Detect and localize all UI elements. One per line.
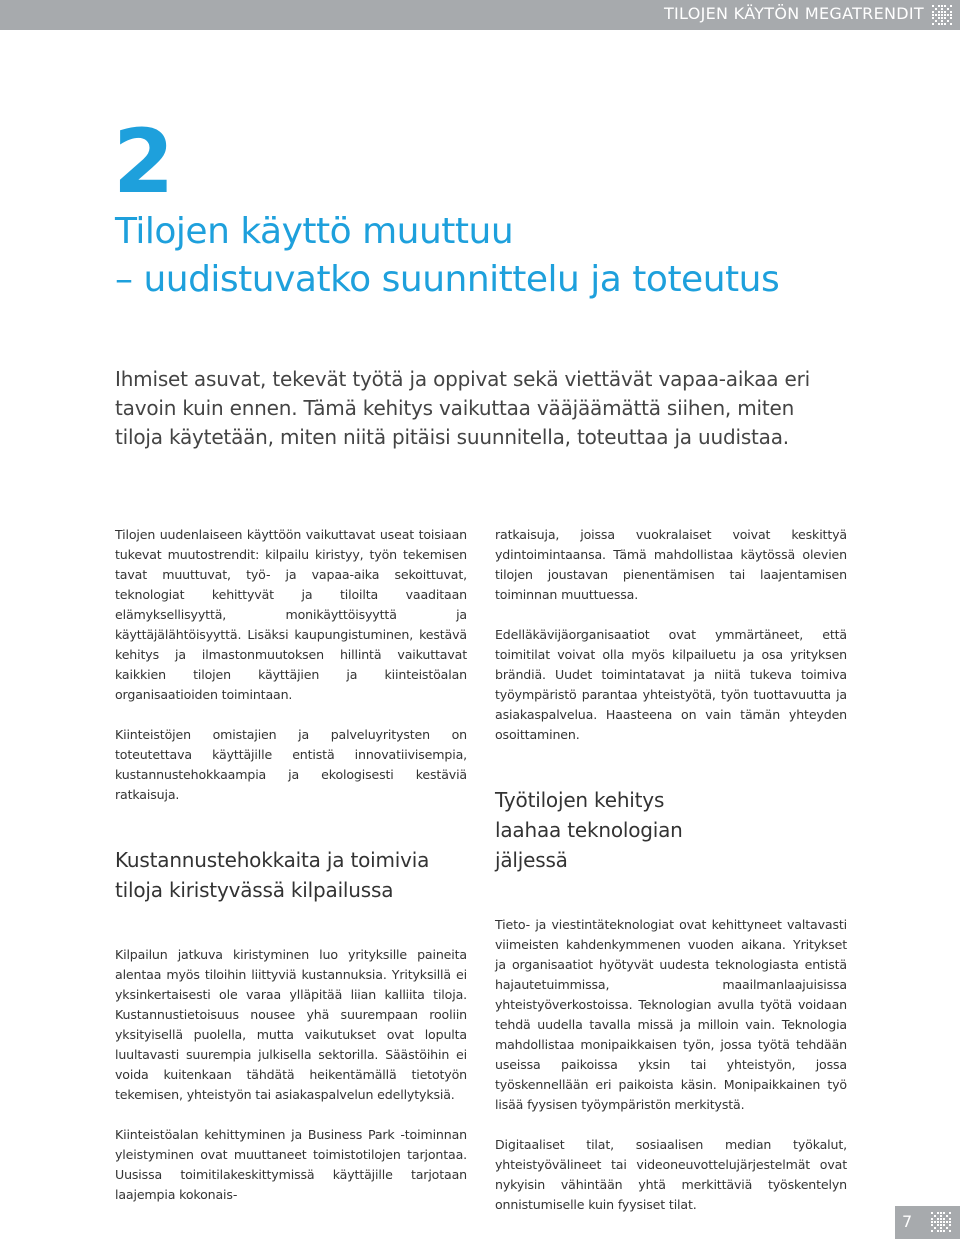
- dot-grid-dot: [949, 1221, 951, 1223]
- chapter-title-line2: – uudistuvatko suunnittelu ja toteutus: [115, 259, 780, 300]
- dot-grid-dot: [950, 14, 952, 16]
- dot-grid-dot: [944, 5, 946, 7]
- dot-grid-dot: [931, 1230, 933, 1232]
- chapter-title-line1: Tilojen käyttö muuttuu: [115, 211, 514, 252]
- dot-grid-dot: [932, 17, 934, 19]
- dot-grid-dot: [940, 1224, 942, 1226]
- dot-grid-dot: [947, 14, 949, 16]
- dot-grid-dot: [944, 11, 946, 13]
- dot-grid-dot: [941, 14, 943, 16]
- dot-grid-icon: [931, 1212, 953, 1232]
- dot-grid-dot: [943, 1218, 945, 1220]
- dot-grid-dot: [931, 1221, 933, 1223]
- dot-grid-dot: [944, 14, 946, 16]
- dot-grid-dot: [931, 1224, 933, 1226]
- body-paragraph: Tieto- ja viestintäteknologiat ovat kehittyneet valtavasti viimeisten kahdenkymmenen vuoden aikana. Yritykset ja organisaatiot hyötyvät uudesta teknologiasta entistä hajautetuimmissa, maailmanlaajuisissa yhteistyöverkostoissa. Teknologian avulla työtä voidaan tehdä uudella tavalla missä ja milloin vain. Teknologia mahdollistaa monipaikkaisen työn, jossa työtä tehdään useissa paikoissa yksin tai yhteistyön, jossa työskennellään eri paikoista käsin. Monipaikkainen työ lisää fyysisen työympäristön merkitystä.: [495, 917, 847, 1112]
- dot-grid-dot: [934, 1215, 936, 1217]
- running-title: TILOJEN KÄYTÖN MEGATRENDIT: [663, 4, 924, 23]
- dot-grid-dot: [934, 1227, 936, 1229]
- dot-grid-dot: [935, 14, 937, 16]
- dot-grid-dot: [932, 14, 934, 16]
- body-paragraph: Tilojen uudenlaiseen käyttöön vaikuttavat useat toisiaan tukevat muutostrendit: kilpailu kiristyy, työn tekemisen tavat muuttuvat, työ- ja vapaa-aika sekoittuvat, teknologiat kehittyvät ja tiloilta vaaditaan elämyksellisyyttä, monikäyttöisyyttä ja käyttäjälähtöisyyttä. Lisäksi kaupungistuminen, kestävä kehitys ja ilmastonmuutoksen hillintä vaikuttavat kaikkien tilojen käyttäjien ja kiinteistöalan organisaatioiden toimintaan.: [115, 527, 467, 702]
- dot-grid-icon: [932, 5, 954, 25]
- dot-grid-dot: [946, 1215, 948, 1217]
- dot-grid-dot: [949, 1224, 951, 1226]
- dot-grid-dot: [950, 5, 952, 7]
- dot-grid-dot: [938, 14, 940, 16]
- dot-grid-dot: [934, 1221, 936, 1223]
- intro-paragraph: Ihmiset asuvat, tekevät työtä ja oppivat sekä viettävät vapaa-aikaa eri tavoin kuin ennen. Tämä kehitys vaikuttaa vääjäämättä siihen, miten tiloja käytetään, miten niitä pitäisi suunnitella, toteuttaa ja uudistaa.: [115, 367, 810, 449]
- body-paragraph: Kiinteistöjen omistajien ja palveluyritysten on toteutettava käyttäjille entistä innovatiivisempia, kustannustehokkaampia ja ekologisesti kestäviä ratkaisuja.: [115, 727, 467, 802]
- dot-grid-dot: [949, 1218, 951, 1220]
- dot-grid-dot: [949, 1230, 951, 1232]
- dot-grid-dot: [937, 1230, 939, 1232]
- dot-grid-dot: [932, 5, 934, 7]
- dot-grid-dot: [941, 5, 943, 7]
- footer-bar: [895, 1206, 960, 1239]
- dot-grid-dot: [943, 1221, 945, 1223]
- dot-grid-dot: [932, 23, 934, 25]
- dot-grid-dot: [950, 11, 952, 13]
- body-paragraph: Kilpailun jatkuva kiristyminen luo yrityksille paineita alentaa myös tiloihin liittyviä kustannuksia. Yrityksillä ei yksinkertaisesti ole varaa ylläpitää liian kalliita tiloja. Kustannustietoisuus nousee yhä suurempaan rooliin yksityisellä puolella, mutta vaikutukset ovat lopulta luultavasti suurempia julkisella sektorilla. Säästöihin ei voida kuitenkaan tähdätä heikentämällä tietotyön tekemisen, yhteistyön tai asiakaspalvelun edellytyksiä.: [115, 947, 467, 1102]
- dot-grid-dot: [937, 1221, 939, 1223]
- dot-grid-dot: [943, 1224, 945, 1226]
- right-column: [495, 525, 847, 1215]
- dot-grid-dot: [943, 1212, 945, 1214]
- dot-grid-dot: [944, 17, 946, 19]
- body-paragraph: ratkaisuja, joissa vuokralaiset voivat keskittyä ydintoimintaansa. Tämä mahdollistaa käytössä olevien tilojen joustavan pienentämisen tai laajentamisen toiminnan muuttuessa.: [495, 527, 847, 602]
- dot-grid-dot: [941, 20, 943, 22]
- page-number: 7: [902, 1212, 913, 1231]
- dot-grid-dot: [935, 20, 937, 22]
- left-column: [115, 525, 467, 1205]
- dot-grid-dot: [941, 11, 943, 13]
- section-heading: Työtilojen kehitys laahaa teknologian jäljessä: [495, 788, 683, 872]
- header-bar: [0, 0, 960, 30]
- dot-grid-dot: [943, 1230, 945, 1232]
- dot-grid-dot: [950, 23, 952, 25]
- dot-grid-dot: [946, 1221, 948, 1223]
- dot-grid-dot: [932, 11, 934, 13]
- dot-grid-dot: [937, 1218, 939, 1220]
- dot-grid-dot: [938, 17, 940, 19]
- dot-grid-dot: [949, 1212, 951, 1214]
- dot-grid-dot: [941, 23, 943, 25]
- dot-grid-dot: [941, 8, 943, 10]
- dot-grid-dot: [935, 8, 937, 10]
- dot-grid-dot: [950, 17, 952, 19]
- dot-grid-dot: [941, 17, 943, 19]
- dot-grid-dot: [938, 23, 940, 25]
- dot-grid-dot: [940, 1230, 942, 1232]
- dot-grid-dot: [940, 1221, 942, 1223]
- dot-grid-dot: [940, 1227, 942, 1229]
- dot-grid-dot: [944, 23, 946, 25]
- section-heading: Kustannustehokkaita ja toimivia tiloja kiristyvässä kilpailussa: [115, 848, 430, 902]
- body-paragraph: Kiinteistöalan kehittyminen ja Business Park -toiminnan yleistyminen ovat muuttaneet toimistotilojen tarjontaa. Uusissa toimitilakeskittymissä käyttäjille tarjotaan laajempia kokonais-: [115, 1127, 467, 1202]
- dot-grid-dot: [947, 8, 949, 10]
- dot-grid-dot: [947, 20, 949, 22]
- chapter-title: [115, 208, 779, 304]
- dot-grid-dot: [938, 5, 940, 7]
- dot-grid-dot: [931, 1218, 933, 1220]
- body-paragraph: Digitaaliset tilat, sosiaalisen median työkalut, yhteistyövälineet tai videoneuvottelujärjestelmät ovat nykyisin vähintään yhtä merkittäviä työskentelyn onnistumiselle kuin fyysiset tilat.: [495, 1137, 847, 1212]
- dot-grid-dot: [940, 1218, 942, 1220]
- dot-grid-dot: [931, 1212, 933, 1214]
- chapter-number: 2: [113, 110, 173, 213]
- dot-grid-dot: [946, 1227, 948, 1229]
- dot-grid-dot: [940, 1212, 942, 1214]
- dot-grid-dot: [940, 1215, 942, 1217]
- dot-grid-dot: [937, 1224, 939, 1226]
- body-paragraph: Edelläkävijäorganisaatiot ovat ymmärtäneet, että toimitilat voivat olla myös kilpailuetu ja osa yrityksen brändiä. Uudet toimintatavat ja niitä tukeva toimiva työympäristö parantaa yhteistyötä, työn tuottavuutta ja asiakaspalvelua. Haasteena on vain tämän yhteyden osoittaminen.: [495, 627, 847, 742]
- dot-grid-dot: [938, 11, 940, 13]
- dot-grid-dot: [937, 1212, 939, 1214]
